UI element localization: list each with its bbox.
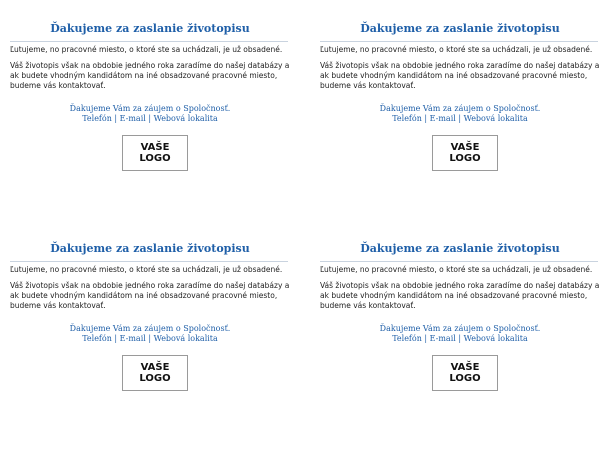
contact-separator: | (424, 334, 428, 343)
card-title: Ďakujeme za zaslanie životopisu (50, 22, 250, 35)
website-label: Webová lokalita (463, 334, 528, 343)
contact-line (10, 334, 290, 344)
logo-text-line2: LOGO (139, 373, 171, 384)
contact-separator: | (458, 334, 462, 343)
card-title: Ďakujeme za zaslanie životopisu (360, 22, 560, 35)
rejection-paragraph: Ľutujeme, no pracovné miesto, o ktoré ste sa uchádzali, je už obsadené. (10, 45, 283, 54)
contact-separator: | (148, 334, 152, 343)
logo-placeholder (432, 135, 498, 171)
logo-text-line2: LOGO (449, 373, 481, 384)
thanks-line: Ďakujeme Vám za záujem o Spoločnosť. (69, 324, 231, 333)
contact-line (320, 334, 600, 344)
title-divider (320, 261, 598, 262)
card-title: Ďakujeme za zaslanie životopisu (360, 242, 560, 255)
database-paragraph: Váš životopis však na obdobie jedného roka zaradíme do našej databázy a ak budete vhodným kandidátom na iné obsadzované pracovné miesto, budeme vás kontaktovať. (320, 281, 600, 310)
logo-placeholder (122, 135, 188, 171)
phone-label: Telefón (392, 114, 422, 123)
contact-separator: | (114, 334, 118, 343)
logo-text-line1: VAŠE (140, 362, 170, 373)
phone-label: Telefón (82, 334, 112, 343)
title-divider (10, 41, 288, 42)
logo-text-line1: VAŠE (140, 142, 170, 153)
logo-text-line1: VAŠE (450, 142, 480, 153)
contact-separator: | (114, 114, 118, 123)
database-paragraph: Váš životopis však na obdobie jedného roka zaradíme do našej databázy a ak budete vhodným kandidátom na iné obsadzované pracovné miesto, budeme vás kontaktovať. (10, 281, 290, 310)
logo-text-line1: VAŠE (450, 362, 480, 373)
thanks-line: Ďakujeme Vám za záujem o Spoločnosť. (379, 104, 541, 113)
title-divider (320, 41, 598, 42)
card-top-left (10, 22, 290, 182)
phone-label: Telefón (82, 114, 112, 123)
contact-separator: | (458, 114, 462, 123)
logo-placeholder (432, 355, 498, 391)
email-label: E-mail (119, 114, 146, 123)
email-label: E-mail (429, 114, 456, 123)
card-title: Ďakujeme za zaslanie životopisu (50, 242, 250, 255)
database-paragraph: Váš životopis však na obdobie jedného roka zaradíme do našej databázy a ak budete vhodným kandidátom na iné obsadzované pracovné miesto, budeme vás kontaktovať. (320, 61, 600, 90)
contact-line (10, 114, 290, 124)
logo-placeholder (122, 355, 188, 391)
thanks-line: Ďakujeme Vám za záujem o Spoločnosť. (379, 324, 541, 333)
website-label: Webová lokalita (153, 334, 218, 343)
website-label: Webová lokalita (463, 114, 528, 123)
contact-separator: | (148, 114, 152, 123)
database-paragraph: Váš životopis však na obdobie jedného roka zaradíme do našej databázy a ak budete vhodným kandidátom na iné obsadzované pracovné miesto, budeme vás kontaktovať. (10, 61, 290, 90)
logo-text-line2: LOGO (139, 153, 171, 164)
website-label: Webová lokalita (153, 114, 218, 123)
card-bottom-left (10, 242, 290, 402)
card-top-right (320, 22, 600, 182)
rejection-paragraph: Ľutujeme, no pracovné miesto, o ktoré ste sa uchádzali, je už obsadené. (320, 45, 593, 54)
contact-separator: | (424, 114, 428, 123)
email-label: E-mail (119, 334, 146, 343)
thanks-line: Ďakujeme Vám za záujem o Spoločnosť. (69, 104, 231, 113)
phone-label: Telefón (392, 334, 422, 343)
email-label: E-mail (429, 334, 456, 343)
rejection-paragraph: Ľutujeme, no pracovné miesto, o ktoré ste sa uchádzali, je už obsadené. (10, 265, 283, 274)
rejection-paragraph: Ľutujeme, no pracovné miesto, o ktoré ste sa uchádzali, je už obsadené. (320, 265, 593, 274)
card-bottom-right (320, 242, 600, 402)
title-divider (10, 261, 288, 262)
contact-line (320, 114, 600, 124)
logo-text-line2: LOGO (449, 153, 481, 164)
